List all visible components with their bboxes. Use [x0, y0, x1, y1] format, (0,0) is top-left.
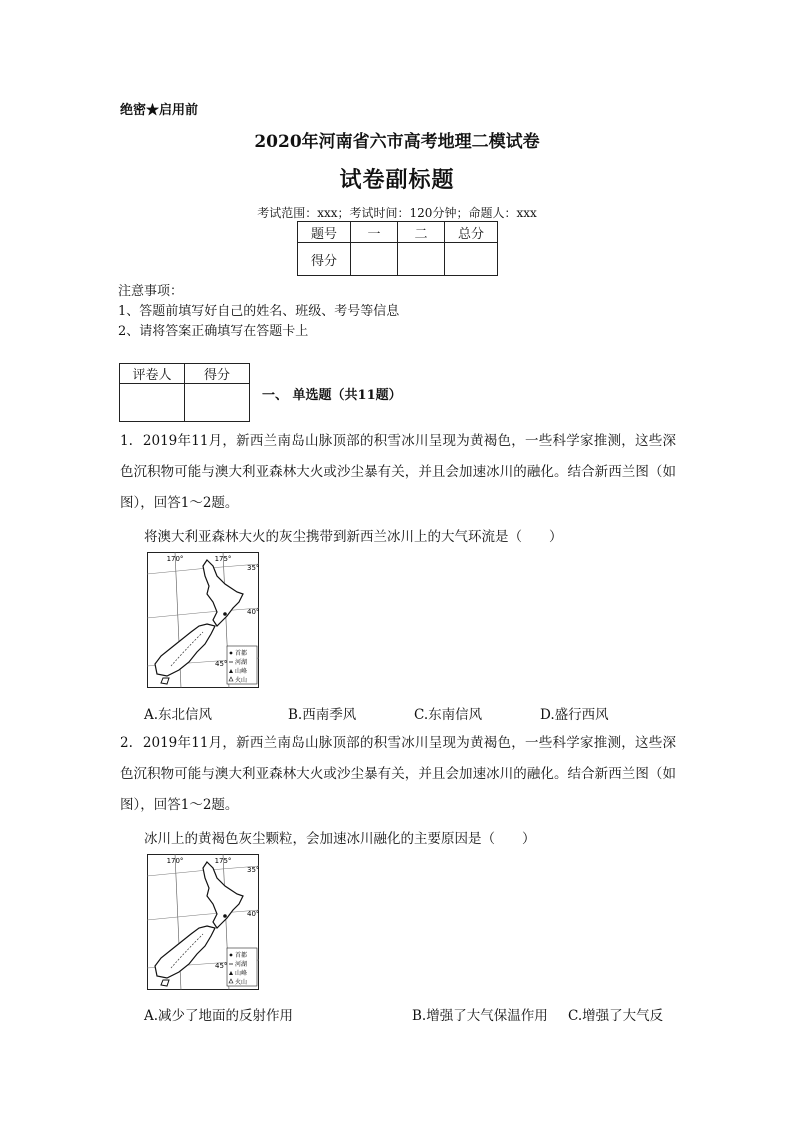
option-b[interactable]: B.增强了大气保温作用 [412, 1008, 548, 1024]
legend-item: 火山 [235, 979, 248, 986]
notice-heading: 注意事项： [118, 284, 184, 299]
section-title: 一、 单选题（共11题） [262, 388, 402, 403]
notice-item: 1、答题前填写好自己的姓名、班级、考号等信息 [118, 304, 400, 319]
score-table [297, 221, 498, 276]
lat-label-45: 45° [215, 660, 228, 668]
notice [118, 282, 399, 342]
score-header: 总分 [445, 222, 498, 243]
capital-marker [223, 612, 227, 616]
stewart-island [161, 980, 169, 986]
legend-item: 山峰 [235, 970, 248, 977]
lon-label-170: 170° [166, 857, 184, 865]
legend-item: 火山 [235, 677, 248, 684]
lon-label-170: 170° [166, 555, 184, 563]
legend-item: 首都 [235, 650, 248, 657]
option-c[interactable]: C.东南信风 [414, 707, 483, 723]
score-row-label: 得分 [298, 243, 351, 276]
grader-table [119, 363, 250, 422]
option-c[interactable]: C.增强了大气反 [568, 1008, 664, 1024]
capital-marker [223, 914, 227, 918]
exam-info: 考试范围：xxx；考试时间：120分钟；命题人：xxx [257, 206, 537, 220]
score-header: 二 [398, 222, 445, 243]
lat-label-40: 40° [247, 910, 259, 918]
question-passage: 2019年11月，新西兰南岛山脉顶部的积雪冰川呈现为黄褐色，一些科学家推测，这些深色沉积物可能与澳大利亚森林大火或沙尘暴有关，并且会加速冰川的融化。结合新西兰图（如图），回答1～2题。 [120, 433, 676, 511]
new-zealand-map-graphic [147, 552, 259, 688]
question-1-stem: 将澳大利亚森林大火的灰尘携带到新西兰冰川上的大气环流是（ ） [144, 529, 563, 545]
option-d[interactable]: D.盛行西风 [540, 707, 609, 723]
question-2-stem: 冰川上的黄褐色灰尘颗粒，会加速冰川融化的主要原因是（ ） [144, 831, 536, 847]
new-zealand-map-2 [147, 854, 259, 990]
new-zealand-map-graphic [147, 854, 259, 990]
lon-label-175: 175° [214, 857, 232, 865]
option-a[interactable]: A.东北信风 [144, 707, 213, 723]
stewart-island [161, 678, 169, 684]
grader-cell [120, 384, 185, 422]
page-title: 2020年河南省六市高考地理二模试卷 [254, 132, 540, 152]
question-number: 2. [120, 735, 133, 751]
legend-item: 河湖 [235, 659, 248, 666]
question-passage: 2019年11月，新西兰南岛山脉顶部的积雪冰川呈现为黄褐色，一些科学家推测，这些深色沉积物可能与澳大利亚森林大火或沙尘暴有关，并且会加速冰川的融化。结合新西兰图（如图），回答1～2题。 [120, 735, 676, 813]
grader-header: 得分 [185, 364, 250, 384]
score-cell [445, 243, 498, 276]
legend-item: 首都 [235, 952, 248, 959]
lon-label-175: 175° [214, 555, 232, 563]
grader-cell [185, 384, 250, 422]
legend-item: 河湖 [235, 961, 248, 968]
option-b[interactable]: B.西南季风 [288, 707, 357, 723]
lat-label-35: 35° [247, 866, 259, 874]
question-number: 1. [120, 433, 133, 449]
score-header: 一 [351, 222, 398, 243]
page-subtitle: 试卷副标题 [339, 167, 455, 193]
option-a[interactable]: A.减少了地面的反射作用 [144, 1008, 294, 1024]
score-header: 题号 [298, 222, 351, 243]
lat-label-35: 35° [247, 564, 259, 572]
question-1-passage [120, 426, 676, 519]
legend-item: 山峰 [235, 668, 248, 675]
confidential-label: 绝密★启用前 [120, 103, 199, 118]
question-2-passage [120, 728, 676, 821]
score-cell [351, 243, 398, 276]
notice-item: 2、请将答案正确填写在答题卡上 [118, 324, 309, 339]
grader-header: 评卷人 [120, 364, 185, 384]
new-zealand-map-1 [147, 552, 259, 688]
score-cell [398, 243, 445, 276]
lat-label-45: 45° [215, 962, 228, 970]
lat-label-40: 40° [247, 608, 259, 616]
